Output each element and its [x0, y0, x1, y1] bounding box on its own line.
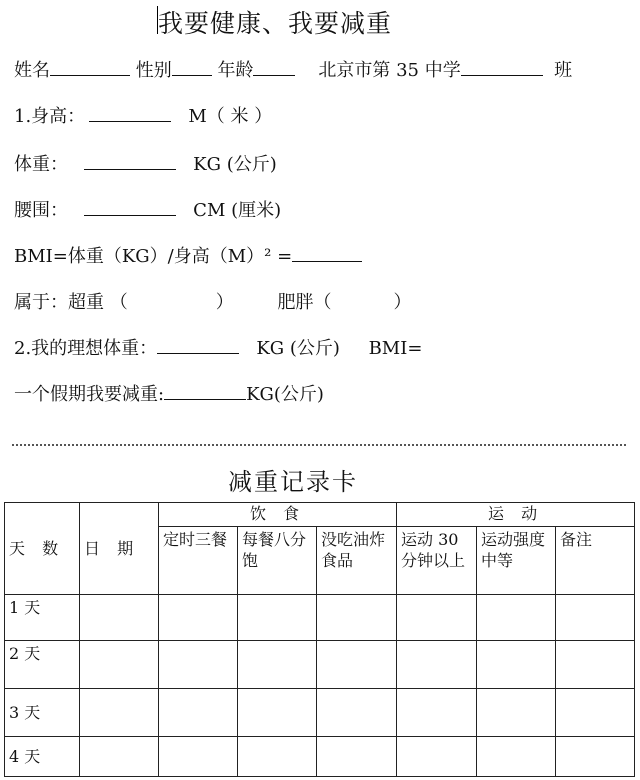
- table-cell[interactable]: [80, 689, 159, 737]
- table-row: [5, 595, 635, 641]
- table-cell[interactable]: [317, 689, 397, 737]
- table-cell[interactable]: [80, 737, 159, 777]
- header-eighty-percent-full: 每餐八分饱: [238, 527, 317, 595]
- weight-line: [14, 150, 277, 176]
- table-cell[interactable]: [397, 689, 477, 737]
- table-row: [5, 737, 635, 777]
- table-cell[interactable]: [238, 641, 317, 689]
- row-day-label: 2 天: [5, 641, 80, 689]
- name-blank[interactable]: [50, 57, 130, 76]
- header-diet: 饮 食: [159, 503, 397, 527]
- row-day-label: 1 天: [5, 595, 80, 641]
- obese-close: ）: [393, 292, 412, 313]
- table-cell[interactable]: [556, 595, 635, 641]
- height-label: 1.身高：: [14, 106, 86, 127]
- table-cell[interactable]: [477, 737, 556, 777]
- header-no-fried-food: 没吃油炸食品: [317, 527, 397, 595]
- age-blank[interactable]: [253, 57, 295, 76]
- holiday-unit: KG(公斤): [246, 384, 324, 405]
- waist-line: [14, 196, 281, 222]
- table-cell[interactable]: [317, 737, 397, 777]
- height-line: [14, 102, 272, 128]
- header-regular-meals: 定时三餐: [159, 527, 238, 595]
- row-day-label: 3 天: [5, 689, 80, 737]
- table-cell[interactable]: [397, 641, 477, 689]
- overweight-label: 属于：超重 （: [14, 292, 128, 313]
- category-line: [14, 288, 411, 314]
- table-row: [5, 641, 635, 689]
- table-cell[interactable]: [556, 737, 635, 777]
- table-cell[interactable]: [159, 689, 238, 737]
- table-cell[interactable]: [80, 595, 159, 641]
- bmi-blank[interactable]: [292, 243, 362, 262]
- table-cell[interactable]: [556, 689, 635, 737]
- record-card-title: 减重记录卡: [228, 468, 358, 496]
- holiday-label: 一个假期我要减重:: [14, 384, 165, 405]
- table-cell[interactable]: [238, 689, 317, 737]
- header-exercise: 运 动: [397, 503, 635, 527]
- bmi-formula: BMI=体重（KG）/身高（M）² =: [14, 246, 293, 267]
- table-cell[interactable]: [477, 689, 556, 737]
- table-cell[interactable]: [397, 595, 477, 641]
- waist-blank[interactable]: [84, 197, 176, 216]
- gender-label: 性别: [135, 60, 172, 81]
- header-days: 天 数: [5, 503, 80, 595]
- weight-label: 体重：: [14, 154, 68, 175]
- page-title: 我要健康、我要减重: [158, 9, 393, 38]
- table-cell[interactable]: [238, 595, 317, 641]
- ideal-weight-blank[interactable]: [157, 335, 239, 354]
- ideal-weight-line: [14, 334, 422, 360]
- holiday-blank[interactable]: [164, 381, 246, 400]
- bmi-line: [14, 242, 362, 268]
- record-table: [4, 502, 635, 777]
- row-day-label: 4 天: [5, 737, 80, 777]
- dotted-divider: [12, 444, 626, 446]
- header-moderate-intensity: 运动强度中等: [477, 527, 556, 595]
- height-unit: M（ 米 ）: [188, 106, 273, 127]
- ideal-weight-unit: KG (公斤): [256, 338, 340, 359]
- waist-label: 腰围：: [14, 200, 68, 221]
- age-label: 年龄: [217, 60, 254, 81]
- waist-unit: CM (厘米): [193, 200, 282, 221]
- table-cell[interactable]: [159, 737, 238, 777]
- name-label: 姓名: [14, 60, 50, 81]
- table-cell[interactable]: [159, 641, 238, 689]
- table-row: [5, 689, 635, 737]
- class-blank[interactable]: [461, 57, 543, 76]
- info-line: [14, 56, 572, 82]
- class-label: 班: [554, 60, 573, 81]
- table-cell[interactable]: [477, 595, 556, 641]
- obese-label: 肥胖（: [277, 292, 332, 313]
- school-label: 北京市第 35 中学: [318, 60, 461, 81]
- table-cell[interactable]: [477, 641, 556, 689]
- header-note: 备注: [556, 527, 635, 595]
- table-cell[interactable]: [317, 595, 397, 641]
- gender-blank[interactable]: [172, 57, 212, 76]
- ideal-bmi-label: BMI=: [368, 338, 423, 359]
- ideal-weight-label: 2.我的理想体重：: [14, 338, 158, 359]
- table-cell[interactable]: [80, 641, 159, 689]
- overweight-close: ）: [215, 292, 234, 313]
- table-cell[interactable]: [317, 641, 397, 689]
- table-cell[interactable]: [238, 737, 317, 777]
- weight-blank[interactable]: [84, 151, 176, 170]
- holiday-line: [14, 380, 324, 406]
- table-cell[interactable]: [159, 595, 238, 641]
- header-exercise-30min: 运动 30 分钟以上: [397, 527, 477, 595]
- table-cell[interactable]: [397, 737, 477, 777]
- weight-unit: KG (公斤): [193, 154, 277, 175]
- height-blank[interactable]: [89, 103, 171, 122]
- table-cell[interactable]: [556, 641, 635, 689]
- header-date: 日 期: [80, 503, 159, 595]
